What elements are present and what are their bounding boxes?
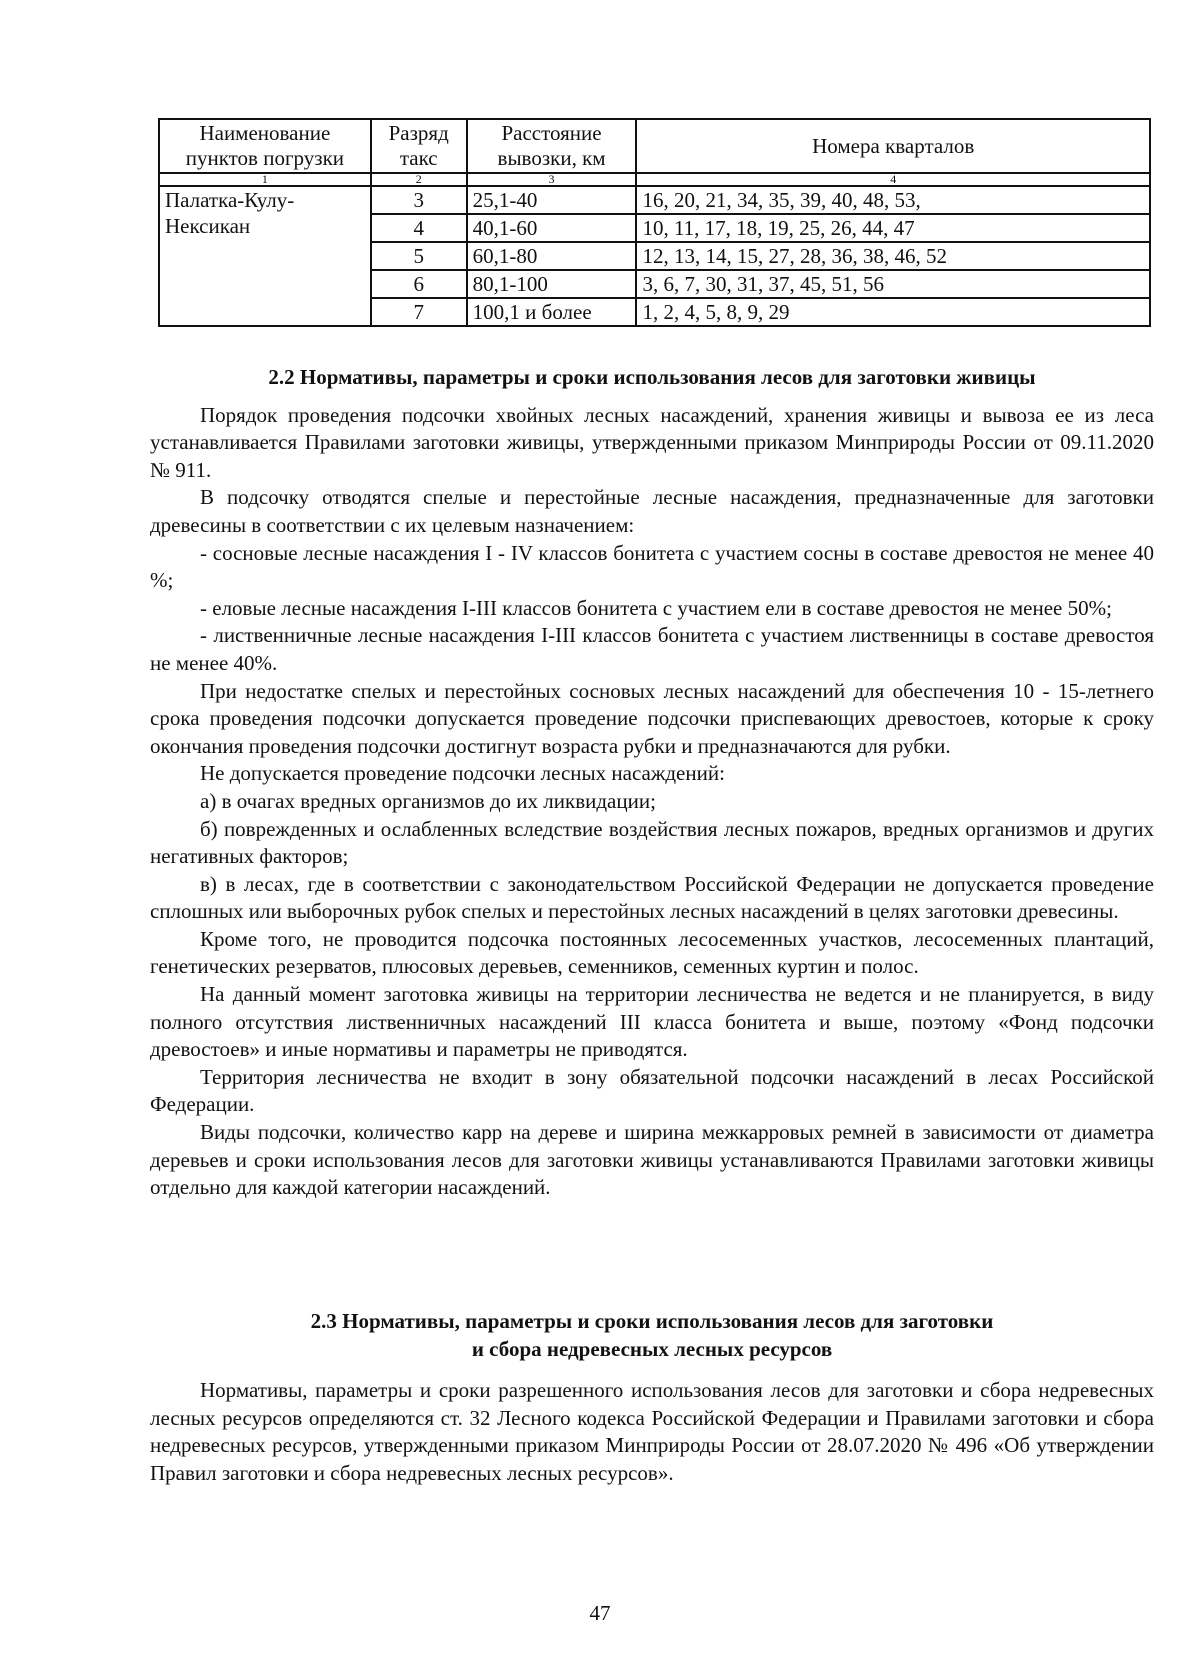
distance-cell: 40,1-60 [467, 214, 637, 242]
distance-cell: 25,1-40 [467, 186, 637, 214]
paragraph: а) в очагах вредных организмов до их ликвидации; [200, 788, 656, 813]
section-2-3 [150, 1308, 1154, 1488]
paragraph: В подсочку отводятся спелые и перестойные лесные насаждения, предназначенные для заготовки древесины в соответствии с их целевым назначением: [150, 485, 1154, 537]
rank-cell: 3 [371, 186, 467, 214]
section-heading-line: и сбора недревесных лесных ресурсов [471, 1336, 833, 1361]
paragraph: Нормативы, параметры и сроки разрешенного использования лесов для заготовки и сбора недревесных лесных ресурсов определяются ст. 32 Лесного кодекса Российской Федерации и Правилами заготовки и сбора недревесных ресурсов, утвержденными приказом Минприроды России от 28.07.2020 № 496 «Об утверждении Правил заготовки и сбора недревесных лесных ресурсов». [150, 1378, 1154, 1485]
loading-point-name: Палатка-Кулу-Нексикан [159, 186, 371, 326]
paragraph: На данный момент заготовка живицы на территории лесничества не ведется и не планируется, в виду полного отсутствия лиственничных насаждений III класса бонитета и выше, поэтому «Фонд подсочки древостоев» и иные нормативы и параметры не приводятся. [150, 982, 1154, 1062]
rank-cell: 7 [371, 298, 467, 326]
paragraph: Кроме того, не проводится подсочка постоянных лесосеменных участков, лесосеменных плантаций, генетических резерватов, плюсовых деревьев, семенников, семенных куртин и полос. [150, 926, 1154, 979]
column-number: 1 [159, 173, 371, 186]
table-header-cell: Наименование пунктов погрузки [159, 119, 371, 173]
quarters-cell: 1, 2, 4, 5, 8, 9, 29 [636, 298, 1150, 326]
column-number: 3 [467, 173, 637, 186]
paragraph: в) в лесах, где в соответствии с законодательством Российской Федерации не допускается проведение сплошных или выборочных рубок спелых и перестойных лесных насаждений в целях заготовки древесины. [150, 871, 1154, 924]
table-row [159, 186, 1150, 214]
distance-cell: 80,1-100 [467, 270, 637, 298]
table-header-cell: Расстояние вывозки, км [467, 119, 637, 173]
rank-cell: 6 [371, 270, 467, 298]
column-number: 2 [371, 173, 467, 186]
page-number: 47 [589, 1601, 611, 1625]
table-header-cell: Номера кварталов [636, 119, 1150, 173]
paragraph: Территория лесничества не входит в зону обязательной подсочки насаждений в лесах Российской Федерации. [150, 1064, 1154, 1117]
paragraph: - еловые лесные насаждения I-III классов бонитета с участием ели в составе древостоя не менее 50%; [200, 595, 1112, 620]
quarters-cell: 10, 11, 17, 18, 19, 25, 26, 44, 47 [636, 214, 1150, 242]
paragraph: При недостатке спелых и перестойных сосновых лесных насаждений для обеспечения 10 - 15-летнего срока проведения подсочки допускается проведение подсочки приспевающих древостоев, которые к сроку окончания проведения подсочки достигнут возраста рубки и предназначаются для рубки. [150, 678, 1154, 758]
paragraph: - лиственничные лесные насаждения I-III классов бонитета с участием лиственницы в составе древостоя не менее 40%. [150, 623, 1154, 675]
quarters-cell: 3, 6, 7, 30, 31, 37, 45, 51, 56 [636, 270, 1150, 298]
paragraph: - сосновые лесные насаждения I - IV классов бонитета с участием сосны в составе древостоя не менее 40 %; [150, 540, 1154, 593]
loading-points-table [158, 118, 1151, 327]
rank-cell: 4 [371, 214, 467, 242]
quarters-cell: 12, 13, 14, 15, 27, 28, 36, 38, 46, 52 [636, 242, 1150, 270]
paragraph: Виды подсочки, количество карр на дереве и ширина межкарровых ремней в зависимости от диаметра деревьев и сроки использования лесов для заготовки живицы устанавливаются Правилами заготовки живицы отдельно для каждой категории насаждений. [150, 1120, 1154, 1200]
table-header-row [159, 119, 1150, 173]
rank-cell: 5 [371, 242, 467, 270]
column-number: 4 [636, 173, 1150, 186]
distance-cell: 100,1 и более [467, 298, 637, 326]
quarters-cell: 16, 20, 21, 34, 35, 39, 40, 48, 53, [636, 186, 1150, 214]
paragraph: б) поврежденных и ослабленных вследствие воздействия лесных пожаров, вредных организмов и других негативных факторов; [150, 816, 1154, 869]
table-column-number-row [159, 173, 1150, 186]
section-2-2 [150, 364, 1154, 1202]
paragraph: Не допускается проведение подсочки лесных насаждений: [200, 761, 725, 786]
paragraph: Порядок проведения подсочки хвойных лесных насаждений, хранения живицы и вывоза ее из леса устанавливается Правилами заготовки живицы, утвержденными приказом Минприроды России от 09.11.2020 № 911. [150, 402, 1154, 482]
section-heading: 2.2 Нормативы, параметры и сроки использования лесов для заготовки живицы [268, 365, 1036, 389]
distance-cell: 60,1-80 [467, 242, 637, 270]
table-header-cell: Разряд такс [371, 119, 467, 173]
section-heading-line: 2.3 Нормативы, параметры и сроки использования лесов для заготовки [310, 1309, 994, 1333]
